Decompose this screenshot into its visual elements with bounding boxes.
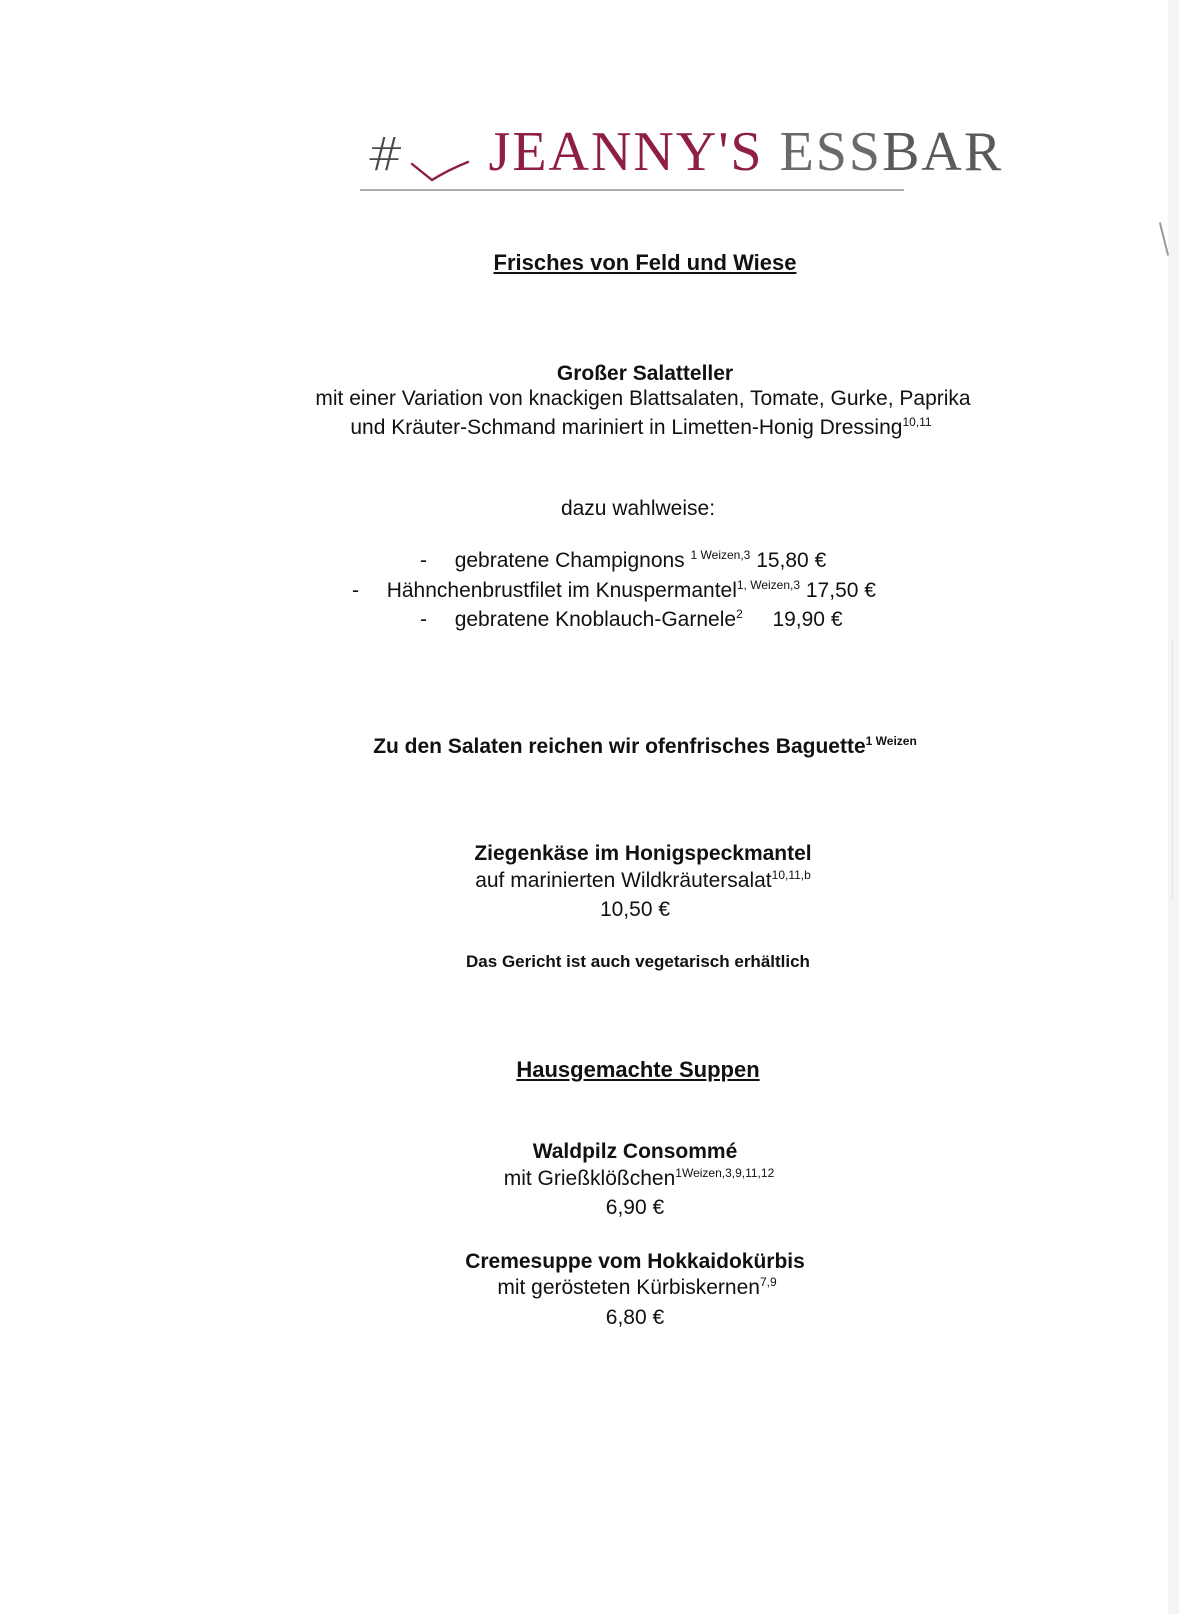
option-dash: - — [420, 549, 427, 572]
logo-swoosh-icon — [410, 158, 470, 184]
soup-desc — [0, 1167, 1179, 1191]
option-row — [420, 549, 826, 573]
choice-intro: dazu wahlweise: — [560, 497, 716, 520]
goat-cheese-allergens: 10,11,b — [771, 868, 811, 882]
logo-ess: ESS — [779, 121, 883, 183]
salad-desc-allergens: 10,11 — [902, 415, 932, 429]
goat-cheese-desc — [0, 869, 1179, 893]
bread-allergens: 1 Weizen — [865, 734, 917, 748]
salad-desc-line1: mit einer Variation von knackigen Blattsalaten, Tomate, Gurke, Paprika — [315, 387, 971, 410]
logo-eannys: EANNY'S — [512, 121, 780, 183]
section-heading-soups: Hausgemachte Suppen — [516, 1057, 760, 1082]
goat-cheese-price: 10,50 € — [599, 898, 671, 921]
goat-cheese-desc-text: auf marinierten Wildkräutersalat — [475, 869, 772, 892]
option-price: 19,90 € — [772, 608, 843, 631]
logo-bar: BAR — [882, 121, 1004, 183]
goat-cheese-title: Ziegenkäse im Honigspeckmantel — [474, 842, 812, 865]
option-row — [420, 608, 843, 632]
option-row — [352, 579, 876, 603]
soup-allergens: 1Weizen,3,9,11,12 — [675, 1166, 775, 1180]
soup-desc-text: mit Grießklößchen — [503, 1167, 676, 1190]
soup-allergens: 7,9 — [759, 1275, 777, 1289]
salad-desc-line2 — [0, 416, 1179, 440]
soup-title: Waldpilz Consommé — [532, 1140, 738, 1163]
option-name: gebratene Champignons — [454, 549, 691, 572]
vegetarian-note: Das Gericht ist auch vegetarisch erhältlich — [466, 952, 810, 971]
logo-letter-j: J — [488, 121, 513, 183]
option-price: 15,80 € — [756, 549, 827, 572]
option-allergens: 1, Weizen,3 — [736, 578, 801, 592]
option-dash: - — [352, 579, 359, 602]
logo-hash: # — [366, 127, 407, 181]
soup-desc-text: mit gerösteten Kürbiskernen — [497, 1276, 760, 1299]
soup-title: Cremesuppe vom Hokkaidokürbis — [465, 1250, 805, 1273]
salad-title: Großer Salatteller — [556, 362, 734, 385]
salad-desc-line2-text: und Kräuter-Schmand mariniert in Limetten-Honig Dressing — [350, 416, 903, 439]
section-heading-salads: Frisches von Feld und Wiese — [493, 250, 797, 275]
option-price: 17,50 € — [805, 579, 876, 602]
soup-desc — [0, 1276, 1179, 1300]
option-name: gebratene Knoblauch-Garnele — [454, 608, 737, 631]
option-allergens: 2 — [736, 607, 743, 621]
restaurant-logo — [366, 120, 1004, 188]
option-name: Hähnchenbrustfilet im Knuspermantel — [386, 579, 737, 602]
bread-note — [0, 735, 1179, 759]
soup-price: 6,80 € — [605, 1306, 665, 1329]
logo-underline — [360, 189, 904, 191]
bread-note-text: Zu den Salaten reichen wir ofenfrisches Baguette — [373, 735, 866, 758]
option-dash: - — [420, 608, 427, 631]
option-allergens: 1 Weizen,3 — [690, 548, 751, 562]
soup-price: 6,90 € — [605, 1196, 665, 1219]
